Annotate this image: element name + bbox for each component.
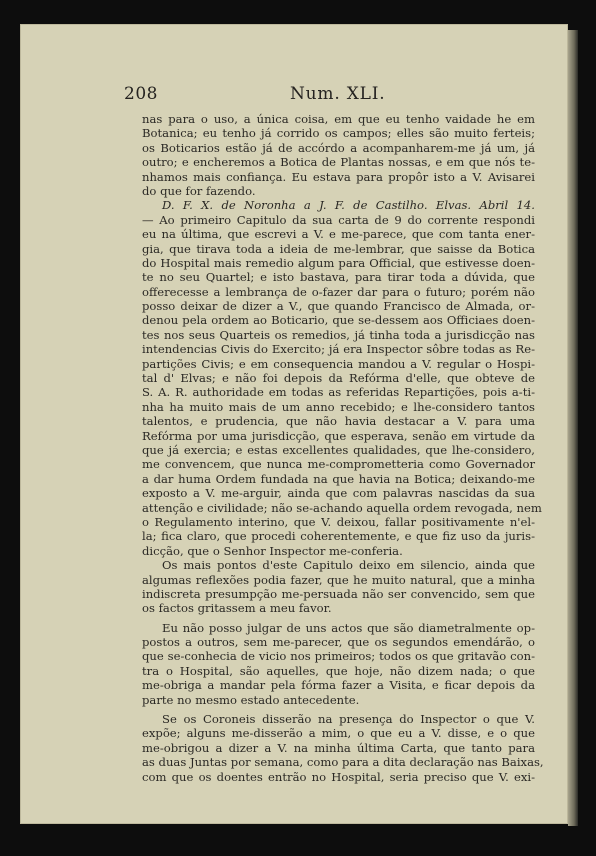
running-title: Num. XLI. xyxy=(290,84,386,104)
text-line: algumas reflexões podia fazer, que he muito natural, que a minha xyxy=(142,572,535,587)
text-line: attenção e civilidade; não se-achando aquella ordem revogada, nem xyxy=(142,500,542,515)
text-line: com que os doentes entrão no Hospital, seria preciso que V. exi- xyxy=(142,769,535,784)
text-line: do Hospital mais remedio algum para Official, que estivesse doen- xyxy=(142,255,535,270)
text-line: do que for fazendo. xyxy=(142,183,256,198)
text-line: os factos gritassem a meu favor. xyxy=(142,601,332,616)
text-line: nas para o uso, a única coisa, em que eu tenho vaidade he em xyxy=(142,112,535,126)
page-header xyxy=(124,84,532,108)
letter-heading: D. F. X. de Noronha a J. F. de Castilho. Elvas. Abril 14. xyxy=(162,198,535,213)
page-number: 208 xyxy=(124,84,158,104)
text-line: nha ha muito mais de um anno recebido; e lhe-considero tantos xyxy=(142,399,535,414)
text-line: as duas Juntas por semana, como para a dita declaração nas Baixas, xyxy=(142,755,544,770)
text-line: me-obrigou a dizer a V. na minha última Carta, que tanto para xyxy=(142,740,535,755)
text-line: posso deixar de dizer a V., que quando Francisco de Almada, or- xyxy=(142,299,535,314)
text-line: Os mais pontos d'este Capitulo deixo em silencio, ainda que xyxy=(162,558,535,573)
text-line: Eu não posso julgar de uns actos que são diametralmente op- xyxy=(162,620,535,635)
text-line: o Regulamento interino, que V. deixou, fallar positivamente n'el- xyxy=(142,514,535,529)
text-line: outro; e encheremos a Botica de Plantas nossas, e em que nós te- xyxy=(142,155,535,170)
text-line: dicção, que o Senhor Inspector me-conferia. xyxy=(142,543,403,558)
page-edge xyxy=(568,30,578,826)
text-line: gia, que tirava toda a ideia de me-lembrar, que saisse da Botica xyxy=(142,241,535,256)
text-line: la; fica claro, que procedi coherentemente, e que fiz uso da juris- xyxy=(142,529,535,544)
text-line: eu na última, que escrevi a V. e me-parece, que com tanta ener- xyxy=(142,227,535,242)
text-line: a dar huma Ordem fundada na que havia na Botica; deixando-me xyxy=(142,471,535,486)
text-line: Se os Coroneis disserão na presença do Inspector o que V. xyxy=(162,712,535,727)
text-line: me-obriga a mandar pela fórma fazer a Visita, e ficar depois da xyxy=(142,678,535,693)
text-line: postos a outros, sem me-parecer, que os segundos emendárão, o xyxy=(142,635,535,650)
text-line: te no seu Quartel; e isto bastava, para tirar toda a dúvida, que xyxy=(142,270,535,285)
text-line: que já exercia; e estas excellentes qualidades, que lhe-considero, xyxy=(142,442,535,457)
text-line: parte no mesmo estado antecedente. xyxy=(142,692,360,707)
text-line: tes nos seus Quarteis os remedios, já tinha toda a jurisdicção nas xyxy=(142,327,535,342)
text-line: Refórma por uma jurisdicção, que esperava, senão em virtude da xyxy=(142,428,535,443)
text-line: indiscreta presumpção me-persuada não ser convencido, sem que xyxy=(142,586,535,601)
text-line: que se-conhecia de vicio nos primeiros; todos os que gritavão con- xyxy=(142,649,535,664)
text-line: exposto a V. me-arguir, ainda que com palavras nascidas da sua xyxy=(142,486,535,501)
text-line: os Boticarios estão já de accórdo a acompanharem-me já um, já xyxy=(142,140,535,155)
text-line: nhamos mais confiança. Eu estava para propôr isto a V. Avisarei xyxy=(142,169,535,184)
text-line: — Ao primeiro Capitulo da sua carta de 9 do corrente respondi xyxy=(142,212,535,227)
body-text xyxy=(142,112,544,784)
text-line: Botanica; eu tenho já corrido os campos; elles são muito ferteis; xyxy=(142,126,535,141)
text-line: tal d' Elvas; e não foi depois da Refórma d'elle, que obteve de xyxy=(142,371,535,386)
text-line: offerecesse a lembrança de o-fazer dar para o futuro; porém não xyxy=(142,284,535,299)
text-line: partições Civis; e em consequencia mandou a V. regular o Hospi- xyxy=(142,356,535,371)
text-line: expõe; alguns me-disserão a mim, o que eu a V. disse, e o que xyxy=(142,726,535,741)
text-line: talentos, e prudencia, que não havia destacar a V. para uma xyxy=(142,414,535,429)
text-line: S. A. R. authoridade em todas as referidas Repartições, pois a-ti- xyxy=(142,385,535,400)
text-line: intendencias Civis do Exercito; já era Inspector sôbre todas as Re- xyxy=(142,342,535,357)
text-line: me convencem, que nunca me-comprometteria como Governador xyxy=(142,457,535,472)
text-line: tra o Hospital, são aquelles, que hoje, não dizem nada; o que xyxy=(142,663,535,678)
text-line: denou pela ordem ao Boticario, que se-dessem aos Officiaes doen- xyxy=(142,313,535,328)
